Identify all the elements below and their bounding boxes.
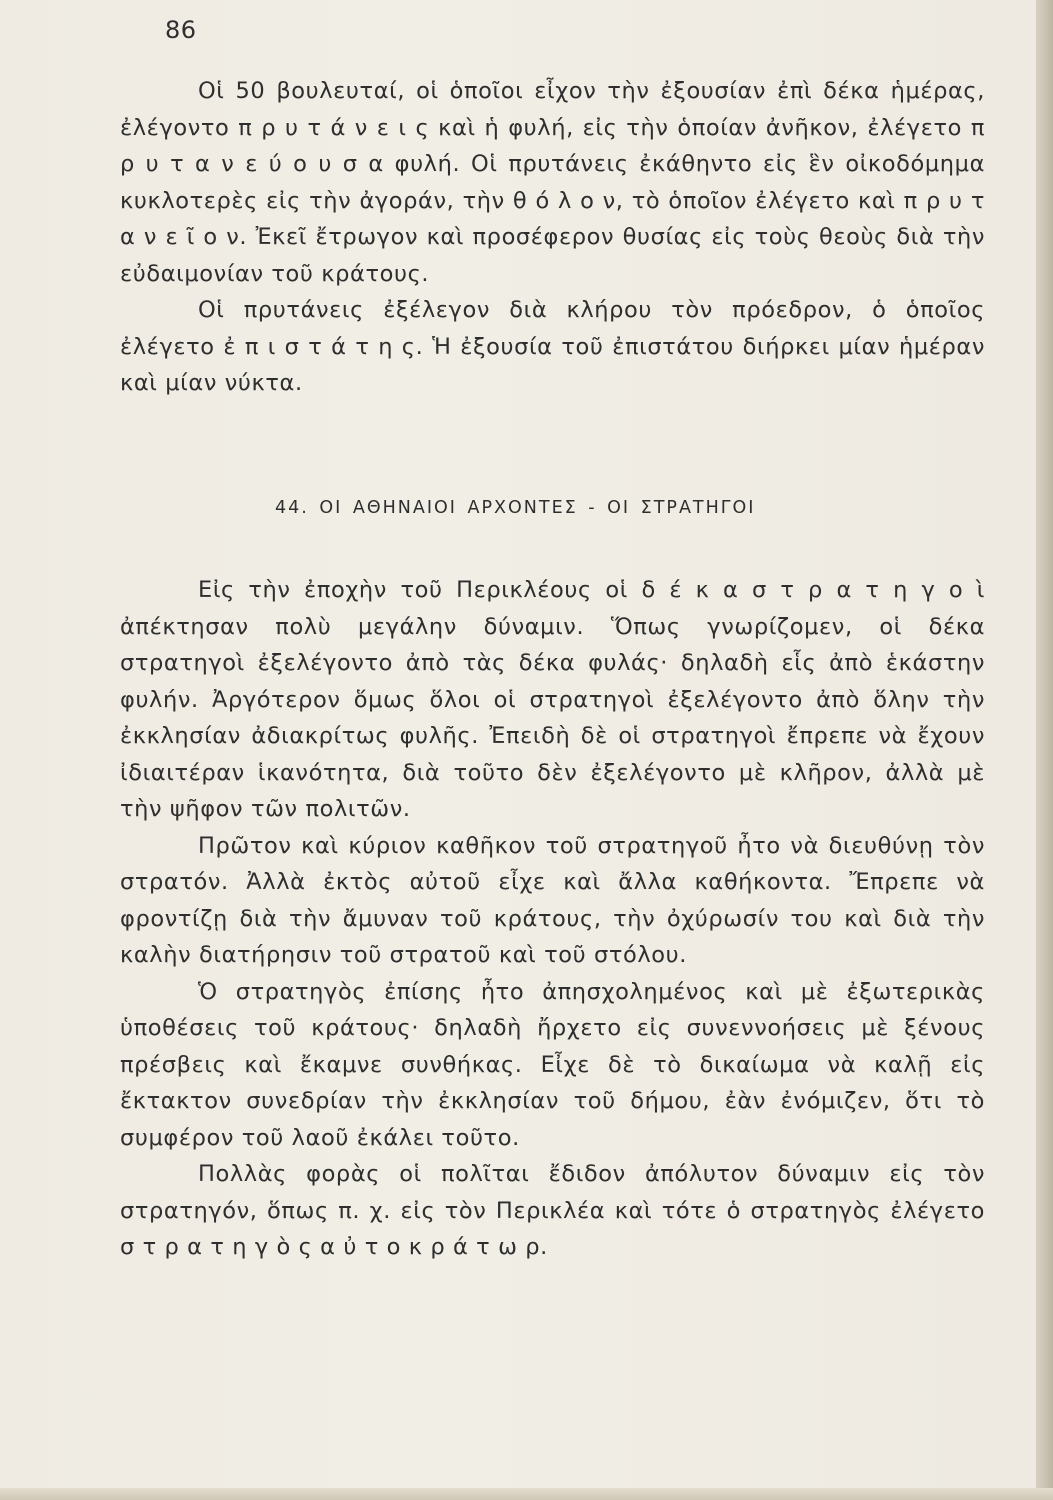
paragraph-epistates: Οἱ πρυτάνεις ἐξέλεγον διὰ κλήρου τὸν πρόεδρον, ὁ ὁποῖος ἐλέγετο ἐ π ι σ τ ά τ η ς. Ἡ ἐξουσία τοῦ ἐπιστάτου διήρκει μίαν ἡμέραν καὶ μίαν νύκτα. xyxy=(120,297,985,396)
section-heading: 44. ΟΙ ΑΘΗΝΑΙΟΙ ΑΡΧΟΝΤΕΣ - ΟΙ ΣΤΡΑΤΗΓΟΙ xyxy=(275,498,756,518)
page-number: 86 xyxy=(165,16,197,44)
paragraph-prytaneis: Οἱ 50 βουλευταί, οἱ ὁποῖοι εἶχον τὴν ἐξουσίαν ἐπὶ δέκα ἡμέρας, ἐλέγοντο π ρ υ τ ά ν ε ι ς καὶ ἡ φυλή, εἰς τὴν ὁποίαν ἀνῆκον, ἐλέγετο π ρ υ τ α ν ε ύ ο υ σ α φυλή. Οἱ πρυτάνεις ἐκάθηντο εἰς ἓν οἰκοδόμημα κυκλοτερὲς εἰς τὴν ἀγοράν, τὴν θ ό λ ο ν, τὸ ὁποῖον ἐλέγετο καὶ π ρ υ τ α ν ε ῖ ο ν. Ἐκεῖ ἔτρωγον καὶ προσέφερον θυσίας εἰς τοὺς θεοὺς διὰ τὴν εὐδαιμονίαν τοῦ κράτους. xyxy=(120,78,985,287)
paragraph-strategos-autokrator: Πολλὰς φορὰς οἱ πολῖται ἔδιδον ἀπόλυτον δύναμιν εἰς τὸν στρατηγόν, ὅπως π. χ. εἰς τὸν Περικλέα καὶ τότε ὁ στρατηγὸς ἐλέγετο σ τ ρ α τ η γ ὸ ς α ὐ τ ο κ ρ ά τ ω ρ. xyxy=(120,1161,985,1260)
page-edge-right xyxy=(1036,0,1053,1500)
paragraph-strategoi-election: Εἰς τὴν ἐποχὴν τοῦ Περικλέους οἱ δ έ κ α σ τ ρ α τ η γ ο ὶ ἀπέκτησαν πολὺ μεγάλην δύναμιν. Ὅπως γνωρίζομεν, οἱ δέκα στρατηγοὶ ἐξελέγοντο ἀπὸ τὰς δέκα φυλάς· δηλαδὴ εἷς ἀπὸ ἑκάστην φυλήν. Ἀργότερον ὅμως ὅλοι οἱ στρατηγοὶ ἐξελέγοντο ἀπὸ ὅλην τὴν ἐκκλησίαν ἀδιακρίτως φυλῆς. Ἐπειδὴ δὲ οἱ στρατηγοὶ ἔπρεπε νὰ ἔχουν ἰδιαιτέραν ἱκανότητα, διὰ τοῦτο δὲν ἐξελέγοντο μὲ κλῆρον, ἀλλὰ μὲ τὴν ψῆφον τῶν πολιτῶν. xyxy=(120,577,985,822)
section-1-text xyxy=(120,73,985,402)
page-edge-bottom xyxy=(0,1488,1053,1500)
section-2-text xyxy=(120,572,985,1266)
paragraph-strategoi-duties: Πρῶτον καὶ κύριον καθῆκον τοῦ στρατηγοῦ ἦτο νὰ διευθύνῃ τὸν στρατόν. Ἀλλὰ ἐκτὸς αὐτοῦ εἶχε καὶ ἄλλα καθήκοντα. Ἔπρεπε νὰ φροντίζῃ διὰ τὴν ἄμυναν τοῦ κράτους, τὴν ὀχύρωσίν του καὶ διὰ τὴν καλὴν διατήρησιν τοῦ στρατοῦ καὶ τοῦ στόλου. xyxy=(120,832,985,968)
paragraph-strategoi-foreign: Ὁ στρατηγὸς ἐπίσης ἦτο ἀπησχολημένος καὶ μὲ ἐξωτερικὰς ὑποθέσεις τοῦ κράτους· δηλαδὴ ἤρχετο εἰς συνεννοήσεις μὲ ξένους πρέσβεις καὶ ἔκαμνε συνθήκας. Εἶχε δὲ τὸ δικαίωμα νὰ καλῇ εἰς ἔκτακτον συνεδρίαν τὴν ἐκκλησίαν τοῦ δήμου, ἐὰν ἐνόμιζεν, ὅτι τὸ συμφέρον τοῦ λαοῦ ἐκάλει τοῦτο. xyxy=(120,978,985,1151)
